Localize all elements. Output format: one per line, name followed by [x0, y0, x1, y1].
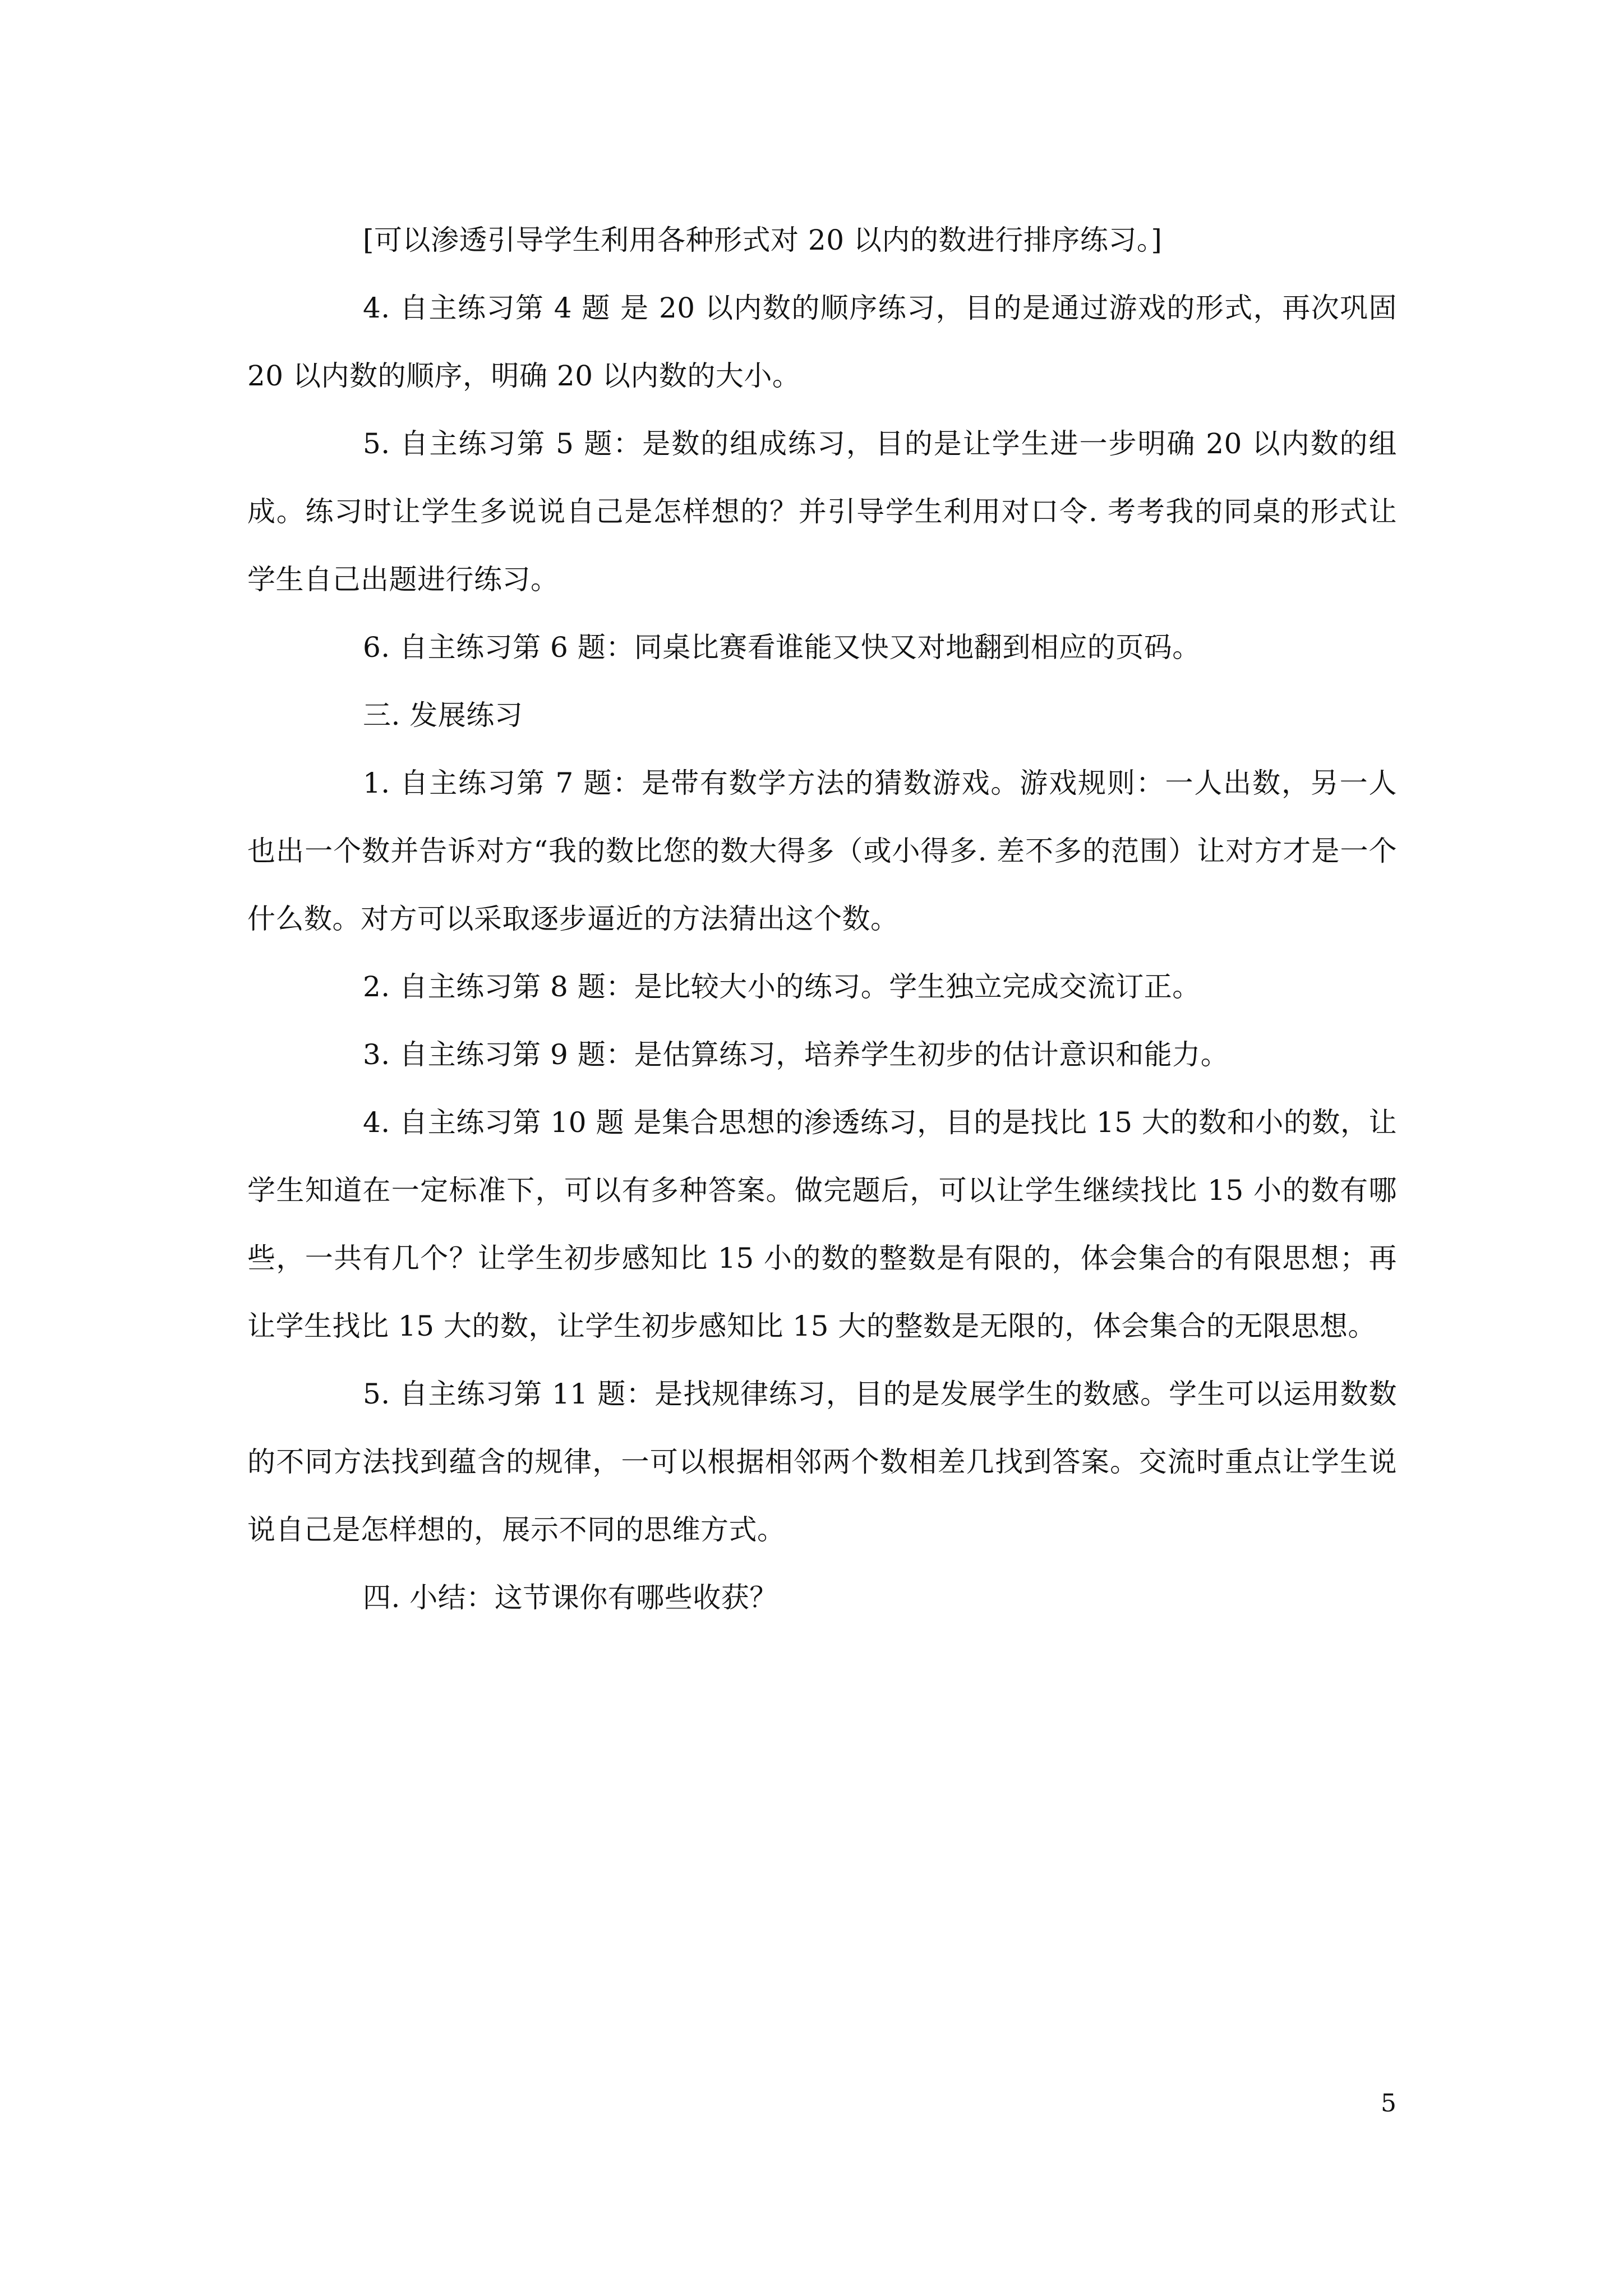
section-heading-summary: 四. 小结：这节课你有哪些收获？	[363, 1581, 778, 1614]
paragraph-exercise-9: 3. 自主练习第 9 题：是估算练习，培养学生初步的估计意识和能力。	[363, 1038, 1229, 1071]
paragraph-exercise-5: 5. 自主练习第 5 题：是数的组成练习，目的是让学生进一步明确 20 以内数的组成。练习时让学生多说说自己是怎样想的？并引导学生利用对口令. 考考我的同桌的形式让学生自己出题进行练习。	[247, 427, 1397, 596]
paragraph-exercise-11: 5. 自主练习第 11 题：是找规律练习，目的是发展学生的数感。学生可以运用数数的不同方法找到蕴含的规律，一可以根据相邻两个数相差几找到答案。交流时重点让学生说说自己是怎样想的，展示不同的思维方式。	[247, 1378, 1397, 1546]
paragraph-exercise-7: 1. 自主练习第 7 题：是带有数学方法的猜数游戏。游戏规则：一人出数，另一人也出一个数并告诉对方“我的数比您的数大得多（或小得多. 差不多的范围）让对方才是一个什么数。对方可以采取逐步逼近的方法猜出这个数。	[247, 767, 1397, 935]
section-heading-development-practice: 三. 发展练习	[363, 699, 523, 731]
paragraph-exercise-8: 2. 自主练习第 8 题：是比较大小的练习。学生独立完成交流订正。	[363, 970, 1201, 1003]
paragraph-exercise-10: 4. 自主练习第 10 题 是集合思想的渗透练习，目的是找比 15 大的数和小的数，让学生知道在一定标准下，可以有多种答案。做完题后，可以让学生继续找比 15 小的数有哪些，一共有几个？让学生初步感知比 15 小的数的整数是有限的，体会集合的有限思想；再让学生找比 15 大的数，让学生初步感知比 15 大的整数是无限的，体会集合的无限思想。	[247, 1106, 1397, 1342]
paragraph-exercise-6: 6. 自主练习第 6 题：同桌比赛看谁能又快又对地翻到相应的页码。	[363, 631, 1201, 664]
body-text	[247, 206, 1397, 1632]
page-number: 5	[1381, 2089, 1396, 2118]
paragraph-sorting-hint: [可以渗透引导学生利用各种形式对 20 以内的数进行排序练习。]	[363, 224, 1163, 256]
paragraph-exercise-4: 4. 自主练习第 4 题 是 20 以内数的顺序练习，目的是通过游戏的形式，再次巩固 20 以内数的顺序，明确 20 以内数的大小。	[247, 292, 1397, 392]
